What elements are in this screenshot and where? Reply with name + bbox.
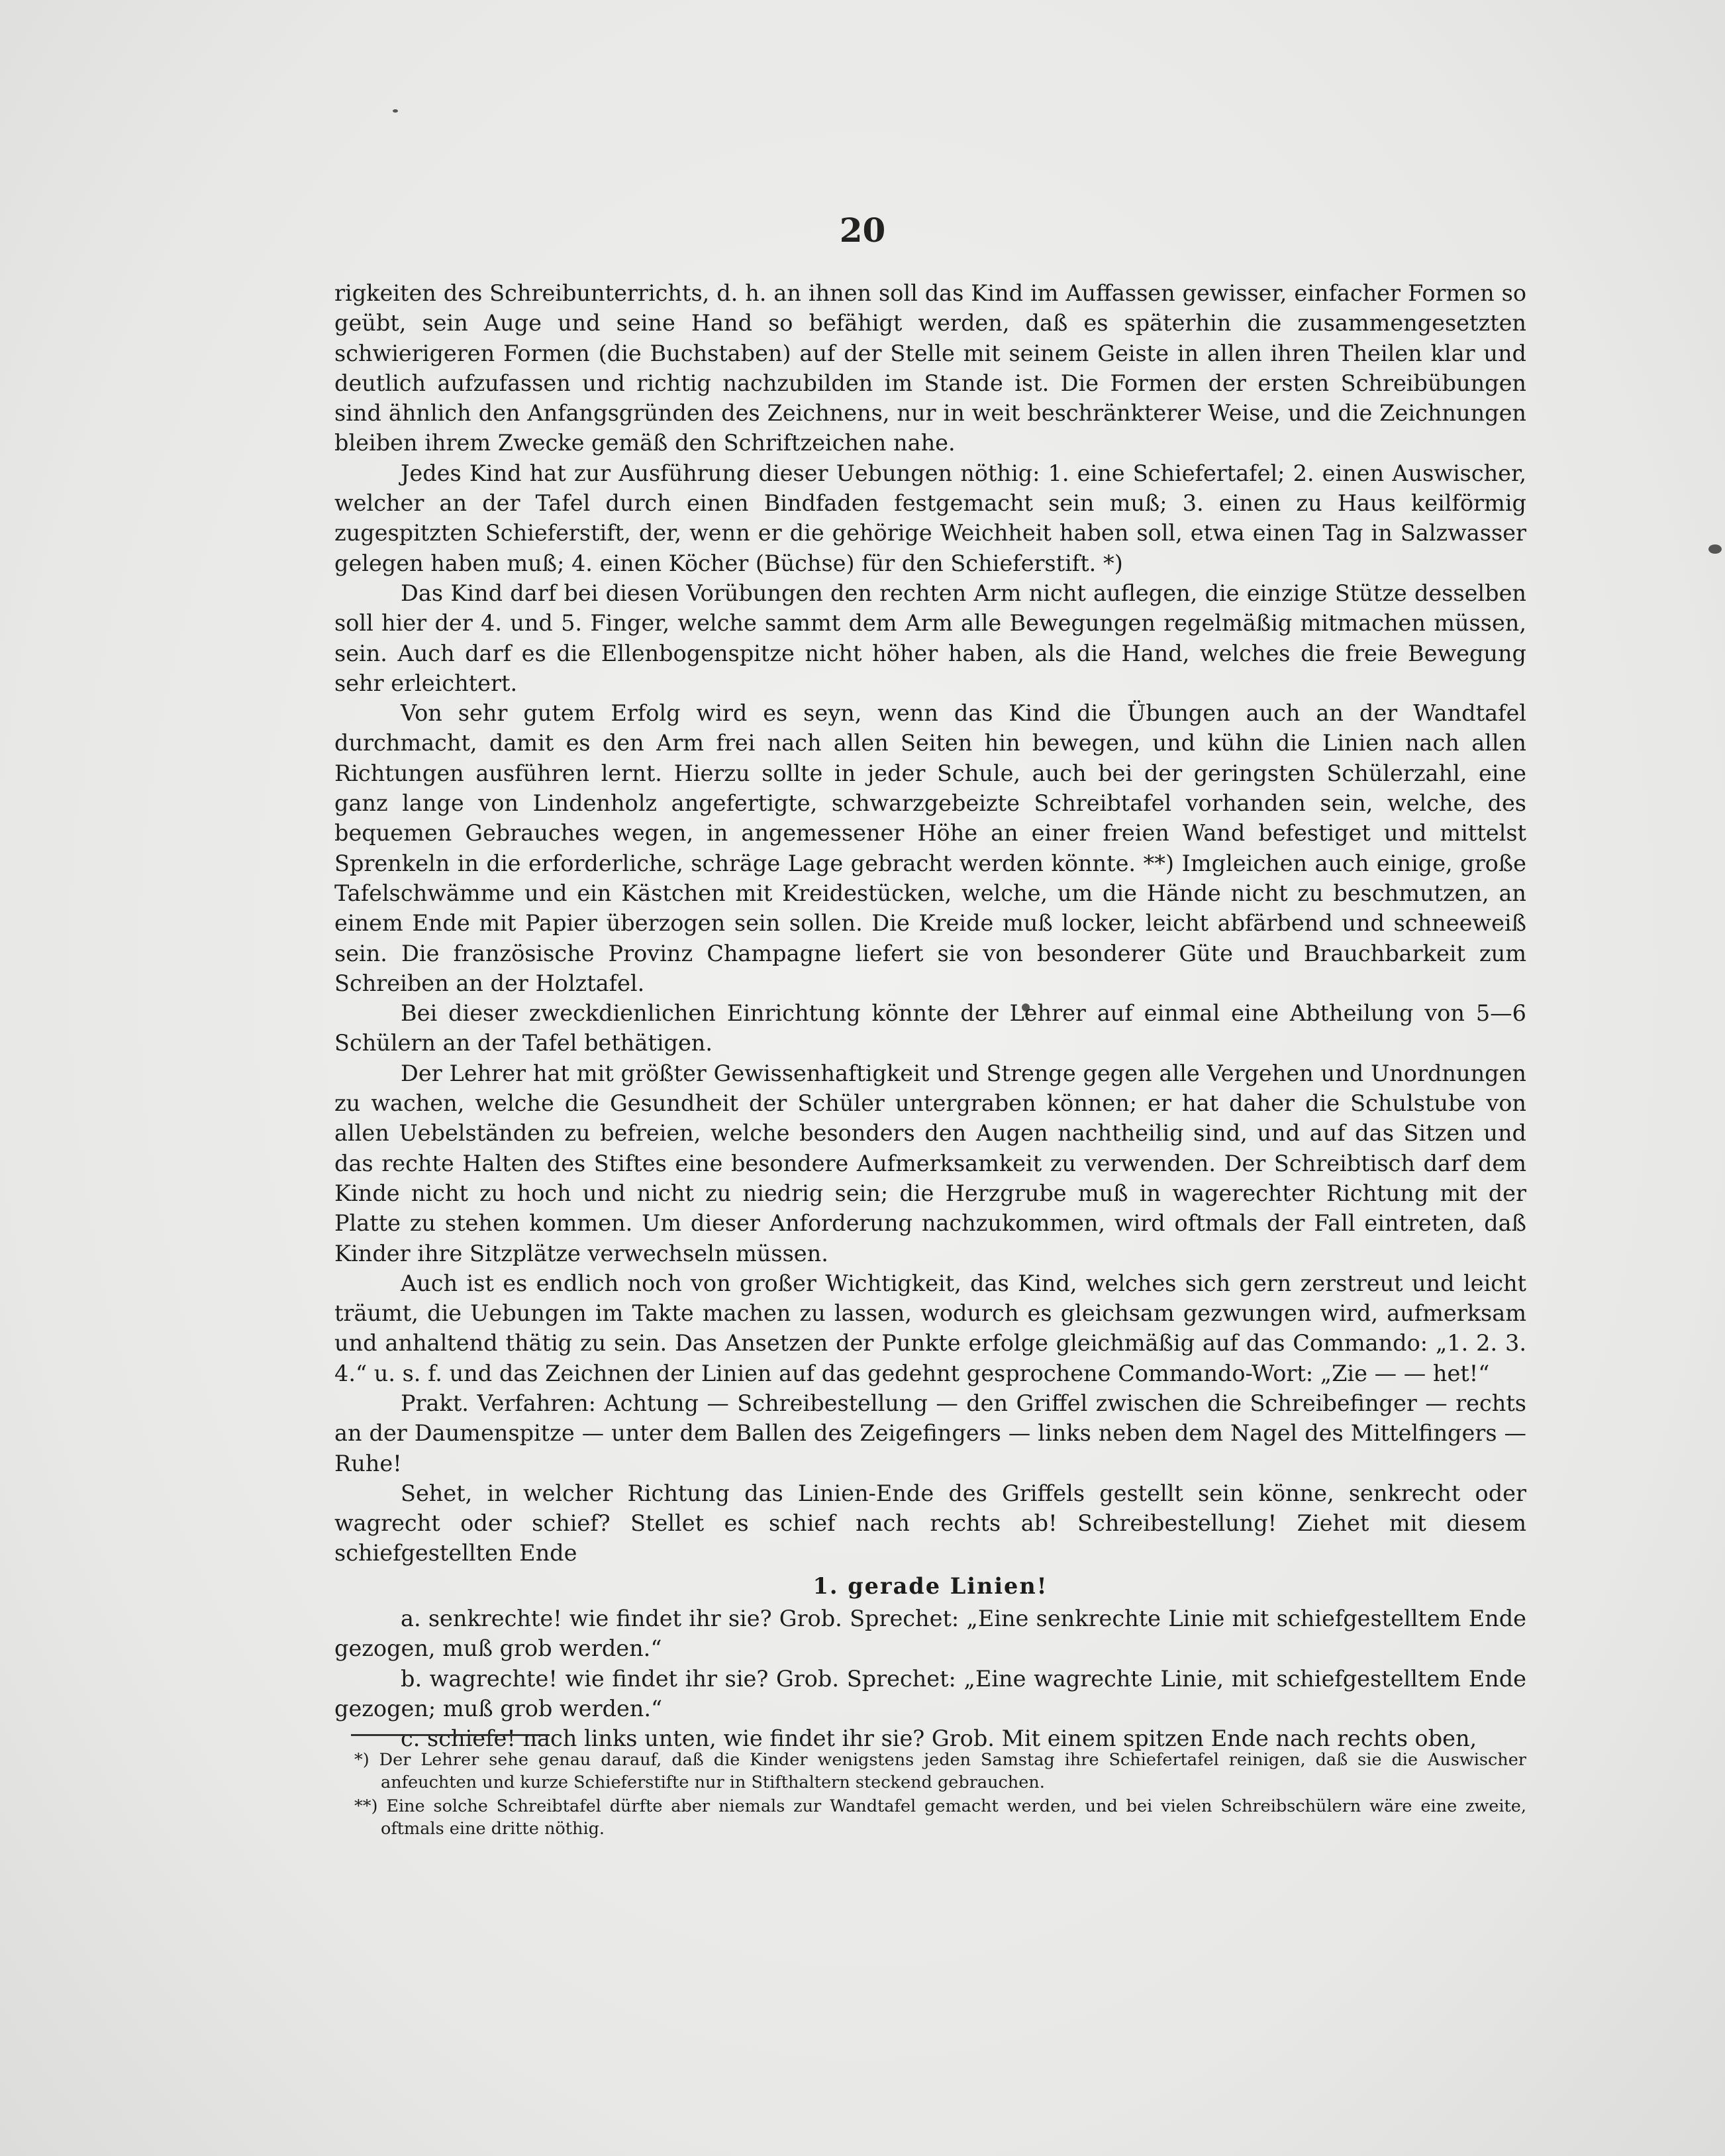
paragraph: Bei dieser zweckdienlichen Einrichtung könnte der Lehrer auf einmal eine Abtheilung von 5—6 Schülern an der Tafel bethätigen. <box>334 1000 1526 1056</box>
exercise-item: a. senkrechte! wie findet ihr sie? Grob. Sprechet: „Eine senkrechte Linie mit schiefgestelltem Ende gezogen, muß grob werden.“ <box>334 1606 1526 1662</box>
paragraph: Auch ist es endlich noch von großer Wichtigkeit, das Kind, welches sich gern zerstreut und leicht träumt, die Uebungen im Takte machen zu lassen, wodurch es gleichsam gezwungen wird, aufmerksam und anhaltend thätig zu sein. Das Ansetzen der Punkte erfolge gleichmäßig auf das Commando: „1. 2. 3. 4.“ u. s. f. und das Zeichnen der Linien auf das gedehnt gesprochene Commando-Wort: „Zie — — het!“ <box>334 1270 1526 1386</box>
paragraph: Jedes Kind hat zur Ausführung dieser Uebungen nöthig: 1. eine Schiefertafel; 2. einen Auswischer, welcher an der Tafel durch einen Bindfaden festgemacht sein muß; 3. einen zu Haus keilförmig zugespitzten Schieferstift, der, wenn er die gehörige Weichheit haben soll, etwa einen Tag in Salzwasser gelegen haben muß; 4. einen Köcher (Büchse) für den Schieferstift. *) <box>334 460 1526 576</box>
page-number: 20 <box>839 211 886 250</box>
exercise-item: b. wagrechte! wie findet ihr sie? Grob. Sprechet: „Eine wagrechte Linie, mit schiefgestelltem Ende gezogen; muß grob werden.“ <box>334 1665 1526 1721</box>
section-heading: 1. gerade Linien! <box>813 1572 1048 1599</box>
paragraph: Prakt. Verfahren: Achtung — Schreibestellung — den Griffel zwischen die Schreibefinger — rechts an der Daumenspitze — unter dem Ballen des Zeigefingers — links neben dem Nagel des Mittelfingers — Ruhe! <box>334 1390 1526 1476</box>
paragraph: rigkeiten des Schreibunterrichts, d. h. an ihnen soll das Kind im Auffassen gewisser, einfacher Formen so geübt, sein Auge und seine Hand so befähigt werden, daß es späterhin die zusammengesetzten schwierigeren Formen (die Buchstaben) auf der Stelle mit seinem Geiste in allen ihren Theilen klar und deutlich aufzufassen und richtig nachzubilden im Stande ist. Die Formen der ersten Schreibübungen sind ähnlich den Anfangsgründen des Zeichnens, nur in weit beschränkterer Weise, und die Zeichnungen bleiben ihrem Zwecke gemäß den Schriftzeichen nahe. <box>334 280 1526 456</box>
paragraph: Das Kind darf bei diesen Vorübungen den rechten Arm nicht auflegen, die einzige Stütze desselben soll hier der 4. und 5. Finger, welche sammt dem Arm alle Bewegungen regelmäßig mitmachen müssen, sein. Auch darf es die Ellenbogenspitze nicht höher haben, als die Hand, welches die freie Bewegung sehr erleichtert. <box>334 580 1526 696</box>
paragraph: Sehet, in welcher Richtung das Linien-Ende des Griffels gestellt sein könne, senkrecht oder wagrecht oder schief? Stellet es schief nach rechts ab! Schreibestellung! Ziehet mit diesem schiefgestellten Ende <box>334 1480 1526 1566</box>
ink-speck <box>393 109 398 113</box>
paragraph: Von sehr gutem Erfolg wird es seyn, wenn das Kind die Übungen auch an der Wandtafel durchmacht, damit es den Arm frei nach allen Seiten hin bewegen, und kühn die Linien nach allen Richtungen ausführen lernt. Hierzu sollte in jeder Schule, auch bei der geringsten Schülerzahl, eine ganz lange von Lindenholz angefertigte, schwarzgebeizte Schreibtafel vorhanden sein, welche, des bequemen Gebrauches wegen, in angemessener Höhe an einer freien Wand befestiget und mittelst Sprenkeln in die erforderliche, schräge Lage gebracht werden könnte. **) Imgleichen auch einige, große Tafelschwämme und ein Kästchen mit Kreidestücken, welche, um die Hände nicht zu beschmutzen, an einem Ende mit Papier überzogen sein sollen. Die Kreide muß locker, leicht abfärbend und schneeweiß sein. Die französische Provinz Champagne liefert sie von besonderer Güte und Brauchbarkeit zum Schreiben an der Holztafel. <box>334 700 1526 996</box>
paragraph: Der Lehrer hat mit größter Gewissenhaftigkeit und Strenge gegen alle Vergehen und Unordnungen zu wachen, welche die Gesundheit der Schüler untergraben können; er hat daher die Schulstube von allen Uebelständen zu befreien, welche besonders den Augen nachtheilig sind, und auf das Sitzen und das rechte Halten des Stiftes eine besondere Aufmerksamkeit zu verwenden. Der Schreibtisch darf dem Kinde nicht zu hoch und nicht zu niedrig sein; die Herzgrube muß in wagerechter Richtung mit der Platte zu stehen kommen. Um dieser Anforderung nachzukommen, wird oftmals der Fall eintreten, daß Kinder ihre Sitzplätze verwechseln müssen. <box>334 1060 1526 1266</box>
footnotes <box>334 1749 1526 1841</box>
exercise-item: c. schiefe! nach links unten, wie findet ihr sie? Grob. Mit einem spitzen Ende nach rechts oben, <box>401 1725 1477 1752</box>
footnote: **) Eine solche Schreibtafel dürfte aber niemals zur Wandtafel gemacht werden, und bei vielen Schreibschülern wäre eine zweite, oftmals eine dritte nöthig. <box>354 1796 1526 1839</box>
main-text <box>334 278 1526 1754</box>
footnote-divider <box>351 1734 550 1736</box>
footnote: *) Der Lehrer sehe genau darauf, daß die Kinder wenigstens jeden Samstag ihre Schiefertafel reinigen, daß sie die Auswischer anfeuchten und kurze Schieferstifte nur in Stifthaltern steckend gebrauchen. <box>354 1750 1526 1792</box>
ink-speck <box>1708 544 1722 554</box>
